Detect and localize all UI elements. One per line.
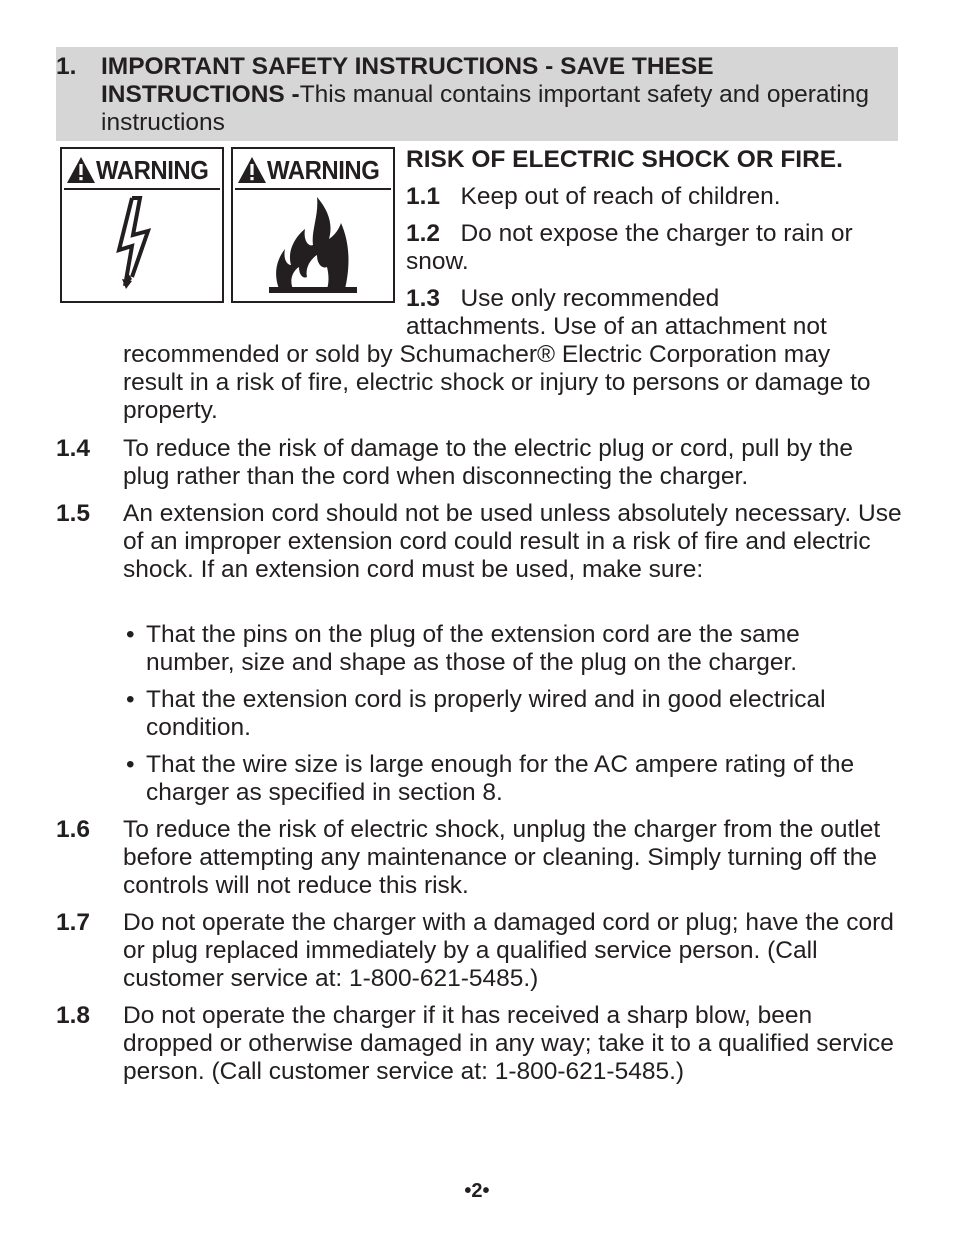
section-number: 1. [56, 53, 77, 80]
warning-triangle-icon [66, 156, 96, 184]
fire-icon [233, 193, 393, 301]
warning-label: WARNING [96, 155, 209, 185]
item-1-1 [406, 183, 781, 211]
section-title-bold: IMPORTANT SAFETY INSTRUCTIONS - SAVE THESE INSTRUCTIONS - [101, 53, 714, 108]
item-number: 1.4 [56, 435, 91, 462]
item-number: 1.8 [56, 1002, 91, 1029]
bullet-dot: • [126, 621, 135, 648]
item-text-line2: snow. [406, 248, 469, 275]
bullet-text: That the wire size is large enough for the AC ampere rating of the charger as specified in section 8. [146, 751, 855, 806]
item-number: 1.7 [56, 909, 91, 936]
item-number: 1.2 [406, 220, 441, 247]
section-header [56, 47, 898, 141]
section-title [101, 53, 891, 137]
section-title-rest: This manual contains important safety and operating instructions [101, 81, 869, 136]
item-text: Do not operate the charger if it has received a sharp blow, been dropped or otherwise damaged in any way; take it to a qualified service person. (Call customer service at: 1-800-621-5485.) [123, 1002, 894, 1085]
item-text: An extension cord should not be used unless absolutely necessary. Use of an improper extension cord could result in a risk of fire and electric shock. If an extension cord must be used, make sure: [123, 500, 902, 583]
bullet-text: That the pins on the plug of the extension cord are the same number, size and shape as those of the plug on the charger. [146, 621, 800, 676]
warning-box-fire [231, 147, 395, 303]
warning-header [235, 152, 391, 190]
bullet-text: That the extension cord is properly wired and in good electrical condition. [146, 686, 826, 741]
item-text: To reduce the risk of damage to the electric plug or cord, pull by the plug rather than the cord when disconnecting the charger. [123, 435, 853, 490]
item-text-line1: Use only recommended [460, 285, 720, 312]
item-text: Do not operate the charger with a damaged cord or plug; have the cord or plug replaced immediately by a qualified service person. (Call customer service at: 1-800-621-5485.) [123, 909, 894, 992]
electric-shock-icon [62, 193, 222, 301]
item-text-line2: attachments. Use of an attachment not [406, 313, 827, 340]
item-number: 1.5 [56, 500, 91, 527]
item-1-2 [406, 220, 853, 248]
page-number: •2• [464, 1180, 490, 1202]
warning-header [64, 152, 220, 190]
item-number: 1.1 [406, 183, 441, 210]
item-text-line1: Do not expose the charger to rain or [460, 220, 853, 247]
item-text: To reduce the risk of electric shock, unplug the charger from the outlet before attempting any maintenance or cleaning. Simply turning off the controls will not reduce this risk. [123, 816, 881, 899]
warning-box-shock [60, 147, 224, 303]
bullet-dot: • [126, 751, 135, 778]
warning-triangle-icon [237, 156, 267, 184]
item-number: 1.3 [406, 285, 441, 312]
item-1-3-continuation: recommended or sold by Schumacher® Electric Corporation may result in a risk of fire, electric shock or injury to persons or damage to property. [123, 341, 871, 424]
item-number: 1.6 [56, 816, 91, 843]
item-1-3 [406, 285, 719, 313]
risk-heading: RISK OF ELECTRIC SHOCK OR FIRE. [406, 146, 843, 173]
item-text: Keep out of reach of children. [460, 183, 781, 210]
bullet-dot: • [126, 686, 135, 713]
warning-label: WARNING [267, 155, 380, 185]
